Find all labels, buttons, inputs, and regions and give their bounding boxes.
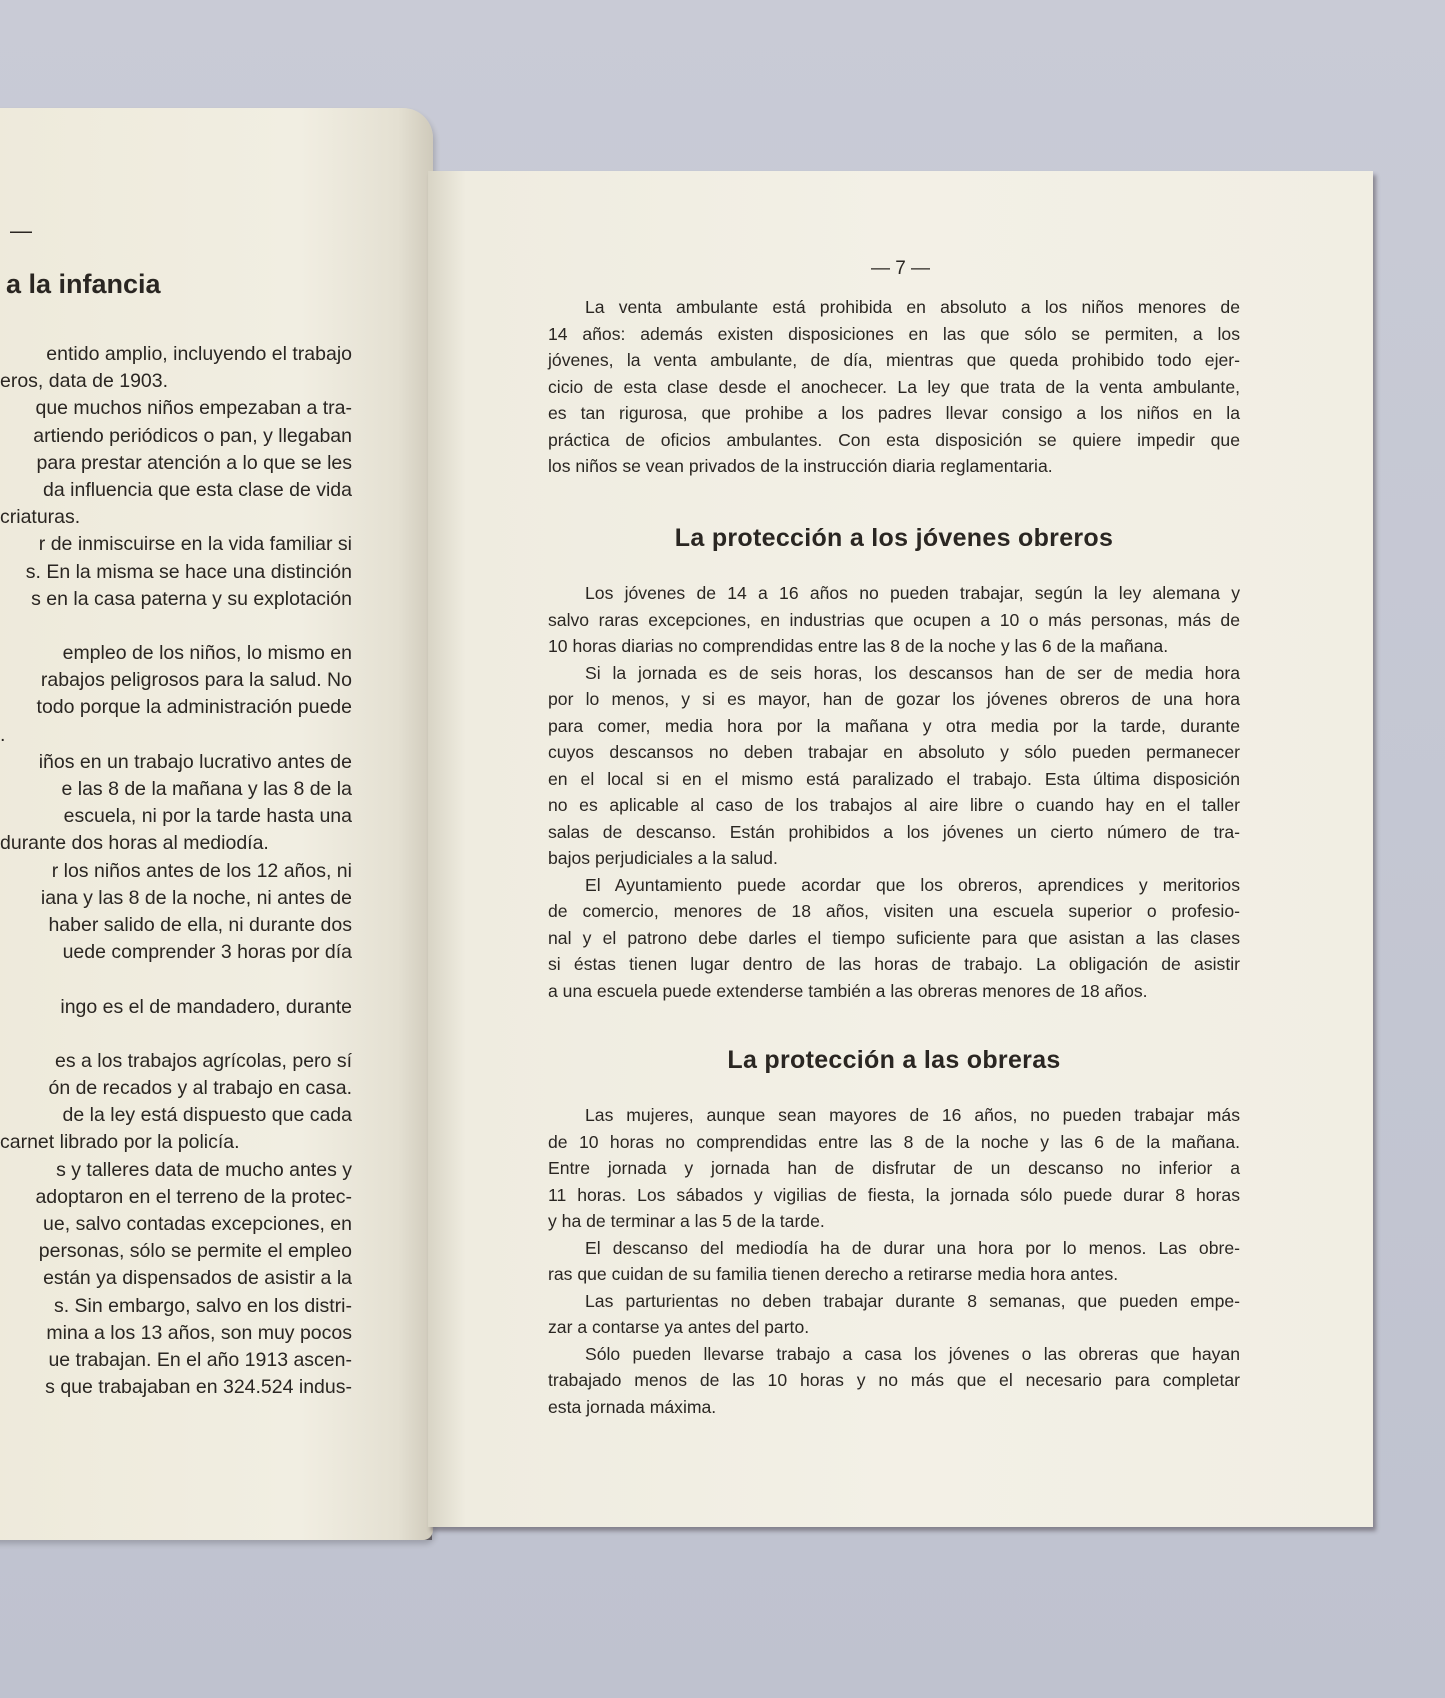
text-line [0,368,352,395]
paragraph [548,294,1240,480]
text-line-content: rabajos peligrosos para la salud. No [40,669,352,692]
text-line [0,450,352,477]
text-line [0,640,352,667]
text-line-content: que muchos niños empezaban a tra- [35,397,352,420]
text-line [0,1129,352,1156]
text-line: Los jóvenes de 14 a 16 años no pueden trabajar, según la ley alemana y [585,583,1240,603]
text-line [0,531,352,558]
text-line [0,477,352,504]
text-line [0,1021,352,1048]
young-workers-text [548,580,1240,1004]
text-line-content: artiendo periódicos o pan, y llegaban [33,424,352,447]
text-line [0,559,352,586]
text-line: y ha de terminar a las 5 de la tarde. [548,1211,825,1231]
text-line-content: adoptaron en el terreno de la protec- [35,1185,352,1208]
text-line [0,694,352,721]
text-line [0,504,352,531]
left-page-dash: — [10,218,32,243]
intro-text [548,294,1240,480]
text-line-content: r los niños antes de los 12 años, ni [51,859,352,882]
text-line: nal y el patrono debe darles el tiempo suficiente para que asistan a las clases [548,927,1240,948]
text-line [0,1184,352,1211]
text-line [0,1347,352,1374]
text-line [0,1238,352,1265]
text-line: salvo raras excepciones, en industrias que ocupen a 10 o más personas, más de [548,609,1240,630]
text-line-content: están ya dispensados de asistir a la [43,1267,352,1290]
text-line-content: es a los trabajos agrícolas, pero sí [55,1049,352,1072]
paragraph [548,1102,1240,1235]
text-line-content: carnet librado por la policía. [0,1131,240,1154]
text-line: práctica de oficios ambulantes. Con esta disposición se quiere impedir que [548,429,1240,450]
text-line [0,722,352,749]
text-line-content: iana y las 8 de la noche, ni antes de [40,886,352,909]
text-line-content: s y talleres data de mucho antes y [56,1158,352,1181]
page-number: — 7 — [870,258,931,279]
text-line: cicio de esta clase desde el anochecer. La ley que trata de la venta ambulante, [548,376,1240,397]
text-line-content: ingo es el de mandadero, durante [60,995,352,1018]
text-line-content: entido amplio, incluyendo el trabajo [46,343,352,365]
left-page-text [0,341,352,1401]
text-line: 14 años: además existen disposiciones en las que sólo se permiten, a los [548,323,1240,344]
text-line [0,1265,352,1292]
text-line-content: eros, data de 1903. [0,370,169,393]
text-line: trabajado menos de las 10 horas y no más que el necesario para completar [548,1370,1240,1390]
text-line [0,1157,352,1184]
text-line: los niños se vean privados de la instrucción diaria reglamentaria. [548,456,1053,476]
text-line-content: s. En la misma se hace una distinción [25,560,352,583]
text-line-content: escuela, ni por la tarde hasta una [63,805,352,828]
text-line: de 10 horas no comprendidas entre las 8 de la noche y las 6 de la mañana. [548,1131,1240,1152]
text-line-content: para prestar atención a lo que se les [36,451,352,474]
text-line [0,395,352,422]
text-line: Si la jornada es de seis horas, los descansos han de ser de media hora [585,662,1240,683]
text-line-content: iños en un trabajo lucrativo antes de [38,750,352,773]
text-line [0,1374,352,1401]
text-line: Entre jornada y jornada han de disfrutar de un descanso no inferior a [548,1158,1240,1178]
text-line: El descanso del mediodía ha de durar una hora por lo menos. Las obre- [585,1237,1240,1258]
text-line-content: criaturas. [0,506,81,529]
text-line-content: durante dos horas al mediodía. [0,832,269,855]
text-line [0,994,352,1021]
text-line [0,1211,352,1238]
text-line: Las parturientas no deben trabajar durante 8 semanas, que pueden empe- [585,1290,1240,1311]
text-line [0,1075,352,1102]
text-line: Sólo pueden llevarse trabajo a casa los jóvenes o las obreras que hayan [585,1343,1240,1364]
text-line [0,613,352,640]
text-line [0,749,352,776]
text-line-content: haber salido de ella, ni durante dos [48,913,352,936]
text-line [0,1320,352,1347]
text-line-content: r de inmiscuirse en la vida familiar si [38,533,352,556]
text-line: en el local si en el mismo está paralizado el trabajo. Esta última disposición [548,768,1240,789]
text-line [0,939,352,966]
text-line: es tan rigurosa, que prohibe a los padres llevar consigo a los niños en la [548,403,1240,423]
paragraph [548,1341,1240,1421]
paragraph [548,872,1240,1005]
text-line-content: s. Sin embargo, salvo en los distri- [53,1294,352,1317]
text-line: ras que cuidan de su familia tienen derecho a retirarse media hora antes. [548,1264,1119,1284]
text-line-content: todo porque la administración puede [36,696,352,719]
text-line [0,830,352,857]
left-page [0,108,433,1540]
text-line [0,667,352,694]
text-line-content: empleo de los niños, lo mismo en [62,642,352,665]
text-line: jóvenes, la venta ambulante, de día, mientras que queda prohibido todo ejer- [548,350,1240,370]
section-heading-women-workers: La protección a las obreras [727,1046,1061,1074]
text-line [0,858,352,885]
text-line: cuyos descansos no deben trabajar en absoluto y sólo pueden permanecer [548,742,1240,762]
text-line-content: personas, sólo se permite el empleo [38,1240,352,1263]
text-line [0,423,352,450]
text-line [0,1293,352,1320]
text-line [0,341,352,368]
text-line [0,966,352,993]
text-line-content: da influencia que esta clase de vida [43,478,352,501]
text-line: 11 horas. Los sábados y vigilias de fiesta, la jornada sólo puede durar 8 horas [548,1184,1240,1205]
women-workers-text [548,1102,1240,1420]
text-line [0,803,352,830]
text-line [0,885,352,912]
text-line [0,1048,352,1075]
paragraph [548,1235,1240,1288]
text-line-content: ue trabajan. En el año 1913 ascen- [48,1348,352,1371]
text-line-content: uede comprender 3 horas por día [62,941,352,964]
text-line: no es aplicable al caso de los trabajos al aire libre o cuando hay en el taller [548,795,1240,815]
text-line [0,912,352,939]
text-line: salas de descanso. Están prohibidos a los jóvenes un cierto número de tra- [548,821,1240,842]
paragraph [548,1288,1240,1341]
section-heading-young-workers: La protección a los jóvenes obreros [674,524,1114,552]
text-line-content: . [0,723,6,746]
text-line: para comer, media hora por la mañana y otra media por la tarde, durante [548,715,1240,736]
text-line: 10 horas diarias no comprendidas entre las 8 de la noche y las 6 de la mañana. [548,636,1169,656]
text-line-content: ón de recados y al trabajo en casa. [48,1077,352,1100]
text-line: Las mujeres, aunque sean mayores de 16 años, no pueden trabajar más [585,1105,1240,1125]
text-line: por lo menos, y si es mayor, han de gozar los jóvenes obreros de una hora [548,689,1240,709]
text-line: zar a contarse ya antes del parto. [548,1317,810,1337]
text-line [0,776,352,803]
text-line-content: de la ley está dispuesto que cada [62,1104,352,1127]
text-line [0,1102,352,1129]
text-line-content: ue, salvo contadas excepciones, en [43,1213,352,1235]
left-page-title: a la infancia [6,269,161,299]
text-line-content: s en la casa paterna y su explotación [31,587,352,610]
text-line-content: mina a los 13 años, son muy pocos [46,1321,352,1344]
paragraph [548,580,1240,660]
text-line-content: s que trabajaban en 324.524 indus- [45,1376,352,1399]
text-line: si éstas tienen lugar dentro de las horas de trabajo. La obligación de asistir [548,954,1240,974]
text-line-content: e las 8 de la mañana y las 8 de la [61,778,352,800]
text-line [0,586,352,613]
text-line: La venta ambulante está prohibida en absoluto a los niños menores de [585,297,1240,317]
text-line: bajos perjudiciales a la salud. [548,848,778,868]
text-line: de comercio, menores de 18 años, visiten una escuela superior o profesio- [548,901,1240,921]
text-line: esta jornada máxima. [548,1396,717,1417]
paragraph [548,660,1240,872]
text-line: El Ayuntamiento puede acordar que los obreros, aprendices y meritorios [585,874,1240,895]
text-line: a una escuela puede extenderse también a las obreras menores de 18 años. [548,980,1148,1001]
